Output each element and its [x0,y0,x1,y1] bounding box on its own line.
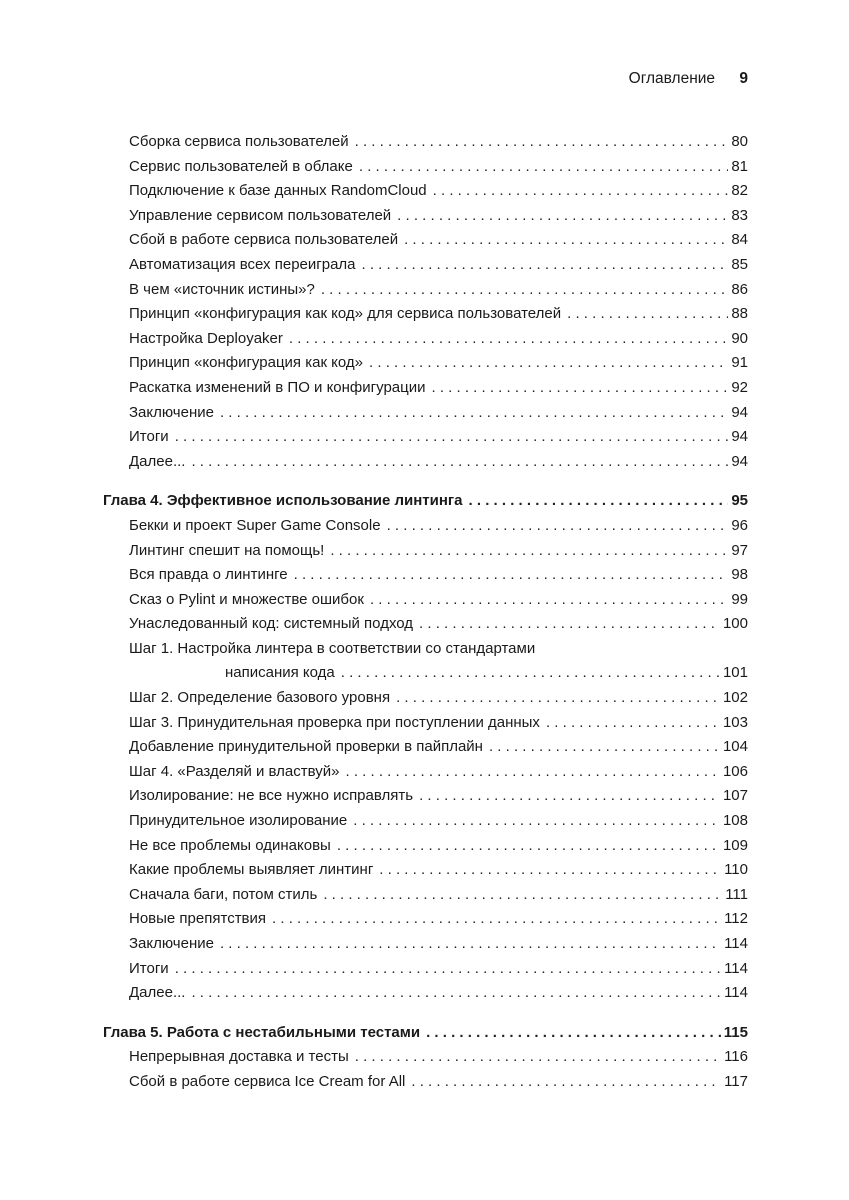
toc-entry-title: Подключение к базе данных RandomCloud [129,182,427,200]
dot-leader [321,278,728,303]
toc-entry-title: Добавление принудительной проверки в пайплайн [129,738,483,756]
toc-entry-page: 114 [724,935,748,952]
toc-entry-page: 94 [731,428,748,446]
running-header [629,68,748,90]
toc-entry [103,760,748,785]
toc-entry-page: 86 [731,280,748,298]
dot-leader [362,253,729,278]
toc-entry [103,858,748,883]
dot-leader [396,686,720,711]
dot-leader [323,883,722,908]
toc-entry [103,686,748,711]
toc-entry [103,327,748,352]
toc-entry [103,450,748,475]
toc-entry [103,302,748,327]
toc-entry-title: Вся правда о линтинге [129,566,288,584]
toc-entry-title: Итоги [129,428,169,446]
toc-entry [103,351,748,376]
toc-entry-page: 85 [731,255,748,273]
toc-entry-title: Сказ о Pylint и множестве ошибок [129,590,364,608]
toc-entry-page: 103 [722,713,748,731]
toc-entry [103,637,748,686]
toc-entry-title: Линтинг спешит на помощь! [129,541,325,559]
toc-entry-page: 104 [722,738,748,756]
dot-leader [469,489,729,514]
toc-entry-title: Унаследованный код: системный подход [129,615,414,633]
toc-chapter-page: 115 [723,1023,748,1041]
toc-entry-page: 98 [731,566,748,584]
dot-leader [330,539,728,564]
dot-leader [355,130,729,155]
toc-entry-title: Бекки и проект Super Game Console [129,516,381,534]
toc-entry-page: 94 [731,452,748,470]
toc-entry-page: 81 [731,157,748,175]
toc-entry-title: Далее... [129,452,186,470]
toc-entry [103,401,748,426]
toc-entry [103,735,748,760]
toc-entry [103,981,748,1006]
toc-entry-page: 97 [731,541,748,559]
toc-chapter-entry [103,1021,748,1046]
toc-entry-page: 111 [725,885,748,903]
toc-entry-page: 91 [731,354,748,372]
toc-entry-page: 114 [724,959,748,977]
toc-chapter-title: Глава 4. Эффективное использование линтинга [103,492,463,510]
toc-entry-page: 117 [724,1072,748,1090]
dot-leader [419,612,720,637]
dot-leader [175,425,729,450]
toc-entry-continuation [129,661,748,686]
toc-entry-page: 109 [722,836,748,854]
dot-leader [567,302,728,327]
toc-entry [103,588,748,613]
toc-entry-page: 94 [731,403,748,421]
dot-leader [294,563,729,588]
dot-leader [404,228,728,253]
toc-entry [103,539,748,564]
toc-entry [103,932,748,957]
toc-entry [103,179,748,204]
dot-leader [346,760,720,785]
toc-entry-page: 114 [724,984,748,1002]
toc-entry-page: 84 [731,231,748,249]
toc-entry [103,809,748,834]
toc-entry [103,514,748,539]
dot-leader [546,711,720,736]
toc-entry [103,957,748,982]
toc-entry-page: 92 [731,378,748,396]
toc-entry-title: В чем «источник истины»? [129,280,315,298]
dot-leader [191,450,728,475]
toc-entry [103,784,748,809]
toc-entry-page: 102 [722,689,748,707]
toc-entry [103,883,748,908]
toc-entry-title: Изолирование: не все нужно исправлять [129,787,414,805]
dot-leader [419,784,720,809]
toc-entry-title: Сбой в работе сервиса пользователей [129,231,399,249]
toc-entry-title: Непрерывная доставка и тесты [129,1048,349,1066]
toc-entry-page: 112 [724,910,748,928]
toc-entry-page: 110 [724,861,748,879]
dot-leader [191,981,721,1006]
dot-leader [433,179,729,204]
dot-leader [220,932,721,957]
section-title: Оглавление [628,70,716,87]
toc-entry-page: 88 [731,305,748,323]
dot-leader [341,661,720,686]
dot-leader [369,351,728,376]
toc-entry-page: 106 [722,762,748,780]
toc-entry-page: 96 [731,516,748,534]
toc-entry [103,376,748,401]
toc-chapter-page: 95 [731,492,748,510]
toc-entry-title: Новые препятствия [129,910,267,928]
toc-entry-title: Сбой в работе сервиса Ice Cream for All [129,1072,406,1090]
toc-entry-page: 82 [731,182,748,200]
dot-leader [426,1021,721,1046]
toc-entry-page: 108 [722,812,748,830]
dot-leader [379,858,721,883]
toc-entry-title: Шаг 4. «Разделяй и властвуй» [129,762,340,780]
toc-entry-title: Принудительное изолирование [129,812,348,830]
toc-entry [103,425,748,450]
toc-entry-title: Итоги [129,959,169,977]
toc-entry [103,612,748,637]
page-number: 9 [739,70,748,87]
toc-entry-title: Шаг 3. Принудительная проверка при поступлении данных [129,713,540,731]
toc-entry-page: 80 [731,133,748,150]
dot-leader [397,204,728,229]
dot-leader [359,155,728,180]
dot-leader [489,735,720,760]
toc-entry [103,204,748,229]
toc-entry [103,228,748,253]
dot-leader [411,1070,721,1095]
toc-entry-page: 101 [722,664,748,682]
toc-chapter-entry [103,489,748,514]
dot-leader [353,809,720,834]
toc-entry-title: Заключение [129,935,214,952]
toc-entry-title: Сначала баги, потом стиль [129,885,318,903]
dot-leader [175,957,721,982]
toc-entry-title: Принцип «конфигурация как код» [129,354,364,372]
dot-leader [387,514,729,539]
toc-entry [103,130,748,155]
dot-leader [370,588,728,613]
toc-entry-page: 83 [731,206,748,224]
toc-entry-title: Далее... [129,984,186,1002]
toc-entry-title: Раскатка изменений в ПО и конфигурации [129,378,426,396]
toc-entry-page: 107 [722,787,748,805]
toc-entry-title: Принцип «конфигурация как код» для сервиса пользователей [129,305,562,323]
toc-entry-title: Автоматизация всех переиграла [129,255,356,273]
toc-entry-title: Не все проблемы одинаковы [129,836,331,854]
dot-leader [355,1045,721,1070]
toc-chapter-title: Глава 5. Работа с нестабильными тестами [103,1023,421,1041]
toc-entry-page: 99 [731,590,748,608]
toc-entry [103,1045,748,1070]
dot-leader [289,327,728,352]
dot-leader [220,401,728,426]
toc-entry-title: Настройка Deployaker [129,329,283,347]
toc-entry-page: 90 [731,329,748,347]
toc-entry-title-line2: написания кода [225,664,335,682]
dot-leader [272,907,721,932]
toc-entry-page: 100 [722,615,748,633]
toc-entry-title: Сборка сервиса пользователей [129,133,349,150]
toc-entry [103,253,748,278]
toc-entry [103,1070,748,1095]
toc-entry [103,278,748,303]
toc-entry [103,155,748,180]
toc-entry-page: 116 [724,1048,748,1066]
toc-entry [103,711,748,736]
toc-entry-title: Шаг 2. Определение базового уровня [129,689,391,707]
table-of-contents [103,130,748,1095]
dot-leader [431,376,728,401]
toc-entry-title: Какие проблемы выявляет линтинг [129,861,374,879]
toc-entry [103,563,748,588]
toc-entry-title: Сервис пользователей в облаке [129,157,353,175]
toc-entry [103,834,748,859]
dot-leader [337,834,720,859]
toc-entry-title: Заключение [129,403,214,421]
toc-entry-title-line1: Шаг 1. Настройка линтера в соответствии со стандартами [129,639,536,657]
toc-entry [103,907,748,932]
toc-entry-title: Управление сервисом пользователей [129,206,392,224]
